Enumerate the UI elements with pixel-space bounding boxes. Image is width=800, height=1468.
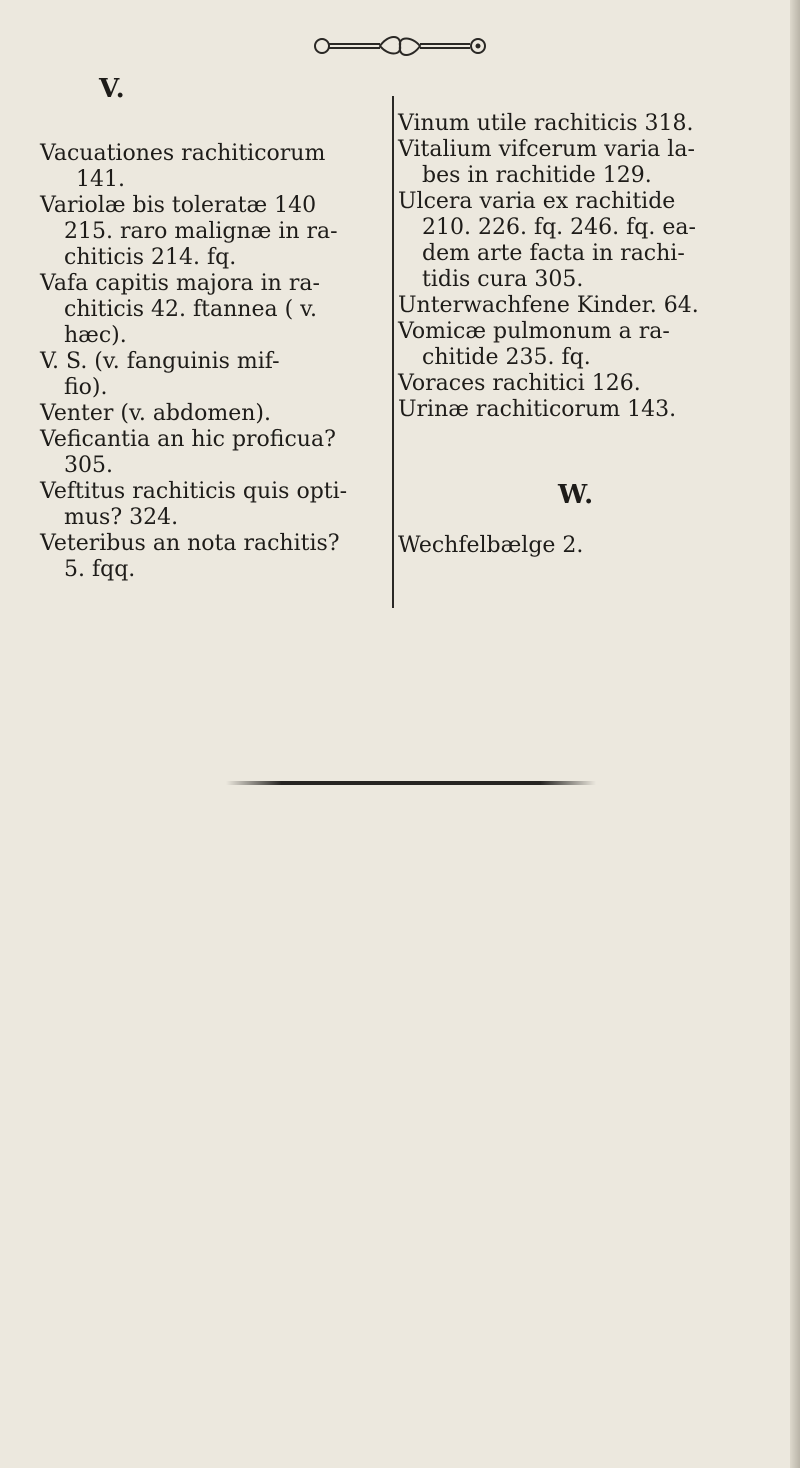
index-line: Ulcera varia ex rachitide [398, 189, 676, 214]
index-line: Vinum utile rachiticis 318. [398, 111, 694, 136]
index-line: mus? 324. [64, 505, 179, 530]
column-divider [392, 96, 394, 608]
index-line: bes in rachitide 129. [422, 163, 652, 188]
section-letter-v: V. [99, 74, 126, 104]
index-line: Vacuationes rachiticorum [40, 141, 326, 166]
index-line: chitide 235. fq. [422, 345, 591, 370]
closing-rule [226, 781, 596, 785]
index-line: Variolæ bis toleratæ 140 [40, 193, 317, 218]
index-line: Veteribus an nota rachitis? [40, 531, 340, 556]
index-line: Vomicæ pulmonum a ra- [398, 319, 670, 344]
index-line: chiticis 42. ftannea ( v. [64, 297, 317, 322]
index-line: Wechfelbælge 2. [398, 533, 584, 558]
index-line: hæc). [64, 323, 127, 348]
index-line: 215. raro malignæ in ra- [64, 219, 338, 244]
index-line: tidis cura 305. [422, 267, 584, 292]
index-line: Voraces rachitici 126. [398, 371, 641, 396]
index-line: fio). [64, 375, 108, 400]
index-line: 141. [76, 167, 125, 192]
index-line: Venter (v. abdomen). [40, 401, 271, 426]
index-line: chiticis 214. fq. [64, 245, 237, 270]
section-letter-w: W. [558, 480, 595, 510]
index-line: Vafa capitis majora in ra- [40, 271, 320, 296]
index-line: V. S. (v. fanguinis mif- [40, 349, 280, 374]
index-line: 305. [64, 453, 113, 478]
page-edge [790, 0, 800, 1468]
index-line: 210. 226. fq. 246. fq. ea- [422, 215, 696, 240]
index-line: Unterwachfene Kinder. 64. [398, 293, 699, 318]
index-line: 5. fqq. [64, 557, 136, 582]
index-line: Veficantia an hic proficua? [40, 427, 336, 452]
ornament-icon [310, 32, 490, 60]
index-line: Vitalium vifcerum varia la- [398, 137, 695, 162]
index-line: Veftitus rachiticis quis opti- [40, 479, 348, 504]
index-line: dem arte facta in rachi- [422, 241, 685, 266]
index-line: Urinæ rachiticorum 143. [398, 397, 677, 422]
